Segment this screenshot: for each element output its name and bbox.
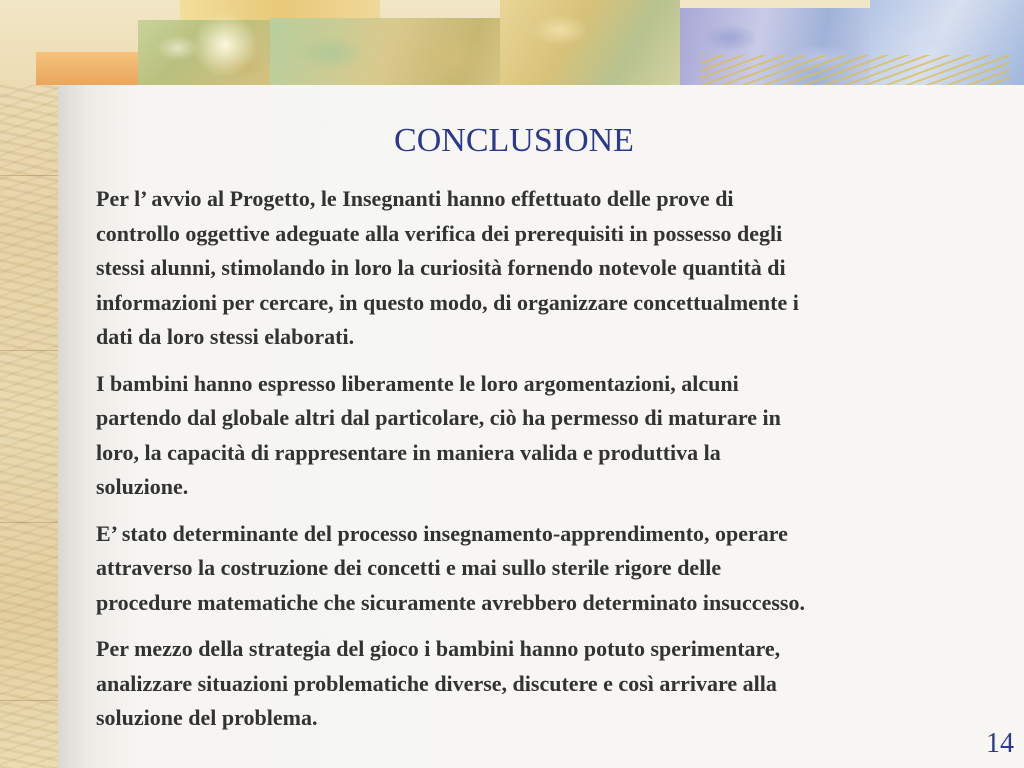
paragraph-line: analizzare situazioni problematiche diverse, discutere e così arrivare alla bbox=[96, 670, 777, 696]
strip-seam bbox=[0, 350, 58, 351]
paragraph-line: partendo dal globale altri dal particolare, ciò ha permesso di maturare in bbox=[96, 405, 781, 430]
decorative-parchment-strip bbox=[0, 0, 58, 768]
slide-body bbox=[96, 182, 1014, 748]
paragraph-line: Per l’ avvio al Progetto, le Insegnanti hanno effettuato delle prove di bbox=[96, 186, 734, 211]
paragraph-line: E’ stato determinante del processo insegnamento-apprendimento, operare bbox=[96, 520, 788, 546]
leaf-image bbox=[190, 10, 260, 80]
body-paragraph bbox=[96, 632, 1014, 736]
paragraph-line: informazioni per cercare, in questo modo, di organizzare concettualmente i bbox=[96, 289, 799, 315]
body-paragraph bbox=[96, 517, 1014, 621]
paragraph-line: soluzione del problema. bbox=[96, 705, 318, 730]
strip-seam bbox=[0, 522, 58, 523]
slide-title bbox=[0, 122, 1024, 160]
banner-tile bbox=[500, 0, 680, 85]
decorative-top-banner bbox=[0, 0, 1024, 85]
paragraph-line: dati da loro stessi elaborati. bbox=[96, 324, 355, 349]
paragraph-line: attraverso la costruzione dei concetti e mai sullo sterile rigore delle bbox=[96, 555, 722, 580]
paragraph-line: stessi alunni, stimolando in loro la curiosità fornendo notevole quantità di bbox=[96, 255, 786, 280]
paragraph-line: controllo oggettive adeguate alla verifica dei prerequisiti in possesso degli bbox=[96, 220, 783, 246]
paragraph-line: loro, la capacità di rappresentare in maniera valida e produttiva la bbox=[96, 439, 721, 465]
body-paragraph bbox=[96, 182, 1014, 355]
paragraph-line: I bambini hanno espresso liberamente le loro argomentazioni, alcuni bbox=[96, 370, 739, 396]
strip-seam bbox=[0, 700, 58, 701]
paragraph-line: soluzione. bbox=[96, 474, 189, 499]
banner-grass-image bbox=[700, 55, 1010, 85]
body-paragraph bbox=[96, 367, 1014, 505]
paragraph-line: Per mezzo della strategia del gioco i bambini hanno potuto sperimentare, bbox=[96, 636, 781, 661]
paragraph-line: procedure matematiche che sicuramente avrebbero determinato insuccesso. bbox=[96, 589, 805, 615]
page-number: 14 bbox=[986, 728, 1014, 759]
slide-title-text: CONCLUSIONE bbox=[394, 122, 634, 159]
strip-seam bbox=[0, 175, 58, 176]
banner-orange-bar bbox=[36, 52, 146, 85]
banner-tile bbox=[270, 18, 530, 85]
